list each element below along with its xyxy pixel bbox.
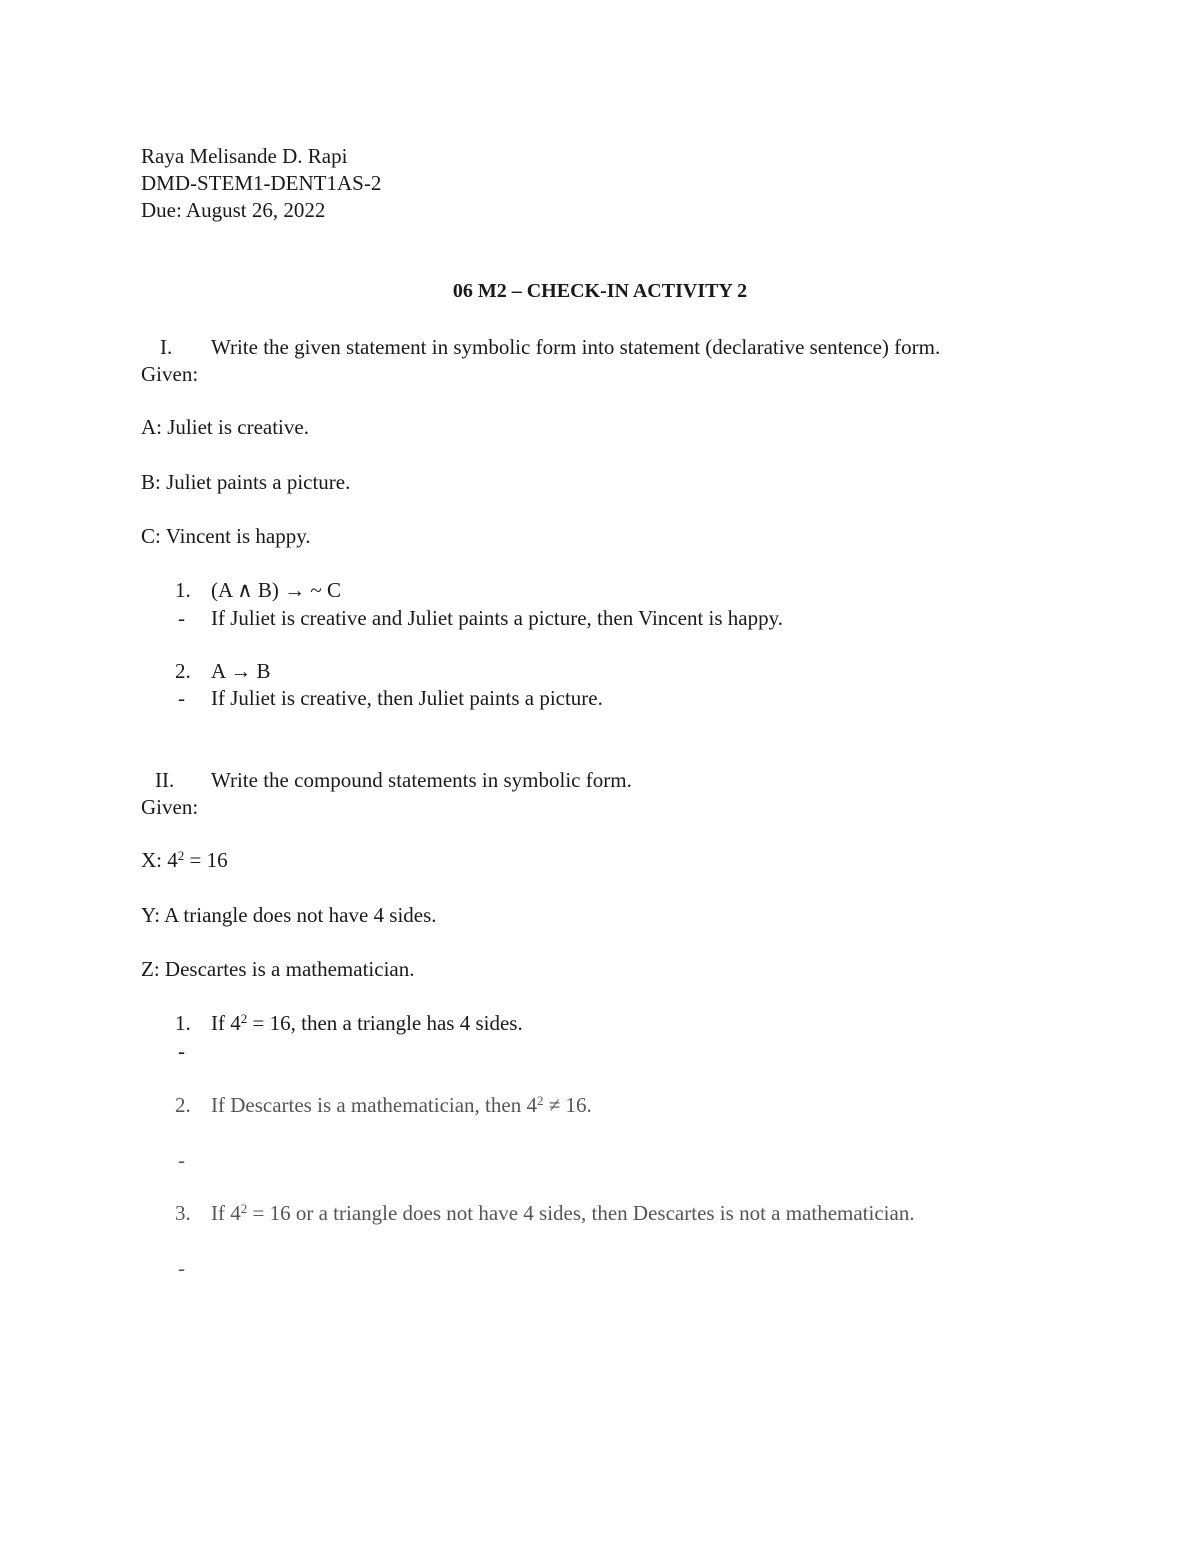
- part2-numeral: II.: [155, 768, 175, 792]
- given-x: X: $4^2 = 16$: [141, 847, 228, 872]
- part2-item3-statement: If $4^2 = 16$ or a triangle does not have 4 sides, then Descartes is not a mathematician.: [211, 1200, 915, 1225]
- section-code: DMD-STEM1-DENT1AS-2: [141, 171, 382, 195]
- part1-numeral: I.: [160, 335, 173, 359]
- due-date: Due: August 26, 2022: [141, 198, 326, 222]
- given-y: Y: A triangle does not have 4 sides.: [141, 903, 437, 927]
- page-title: 06 M2 – CHECK-IN ACTIVITY 2: [452, 280, 748, 302]
- part2-item3-number: 3.: [175, 1201, 191, 1225]
- part1-item2-dash: -: [178, 686, 185, 710]
- part2-instruction: Write the compound statements in symbolic form.: [211, 768, 632, 792]
- part2-item2-statement: If Descartes is a mathematician, then $4^2 \ne 16$.: [211, 1092, 592, 1117]
- part1-item2-number: 2.: [175, 659, 191, 683]
- part2-item1-number: 1.: [175, 1011, 191, 1035]
- part2-item2-dash: -: [178, 1148, 185, 1172]
- part2-item1-statement: If $4^2 = 16$, then a triangle has 4 sides.: [211, 1010, 523, 1035]
- given-c: C: Vincent is happy.: [141, 524, 311, 548]
- part1-item1-expression: (A ∧ B) → ~ C: [211, 578, 341, 602]
- part1-item1-number: 1.: [175, 578, 191, 602]
- part1-item1-dash: -: [178, 606, 185, 630]
- student-name: Raya Melisande D. Rapi: [141, 144, 348, 168]
- part1-given-label: Given:: [141, 362, 199, 386]
- part1-item2-expression: A → B: [211, 659, 271, 683]
- given-b: B: Juliet paints a picture.: [141, 470, 351, 494]
- part1-item2-answer: If Juliet is creative, then Juliet paints a picture.: [211, 686, 603, 710]
- given-z: Z: Descartes is a mathematician.: [141, 957, 415, 981]
- part2-item2-number: 2.: [175, 1093, 191, 1117]
- part2-item3-dash: -: [178, 1256, 185, 1280]
- part1-item1-answer: If Juliet is creative and Juliet paints a picture, then Vincent is happy.: [211, 606, 783, 630]
- part2-given-label: Given:: [141, 795, 199, 819]
- part2-item1-dash: -: [178, 1039, 185, 1063]
- part1-instruction: Write the given statement in symbolic form into statement (declarative sentence) form.: [211, 335, 941, 359]
- given-a: A: Juliet is creative.: [141, 415, 309, 439]
